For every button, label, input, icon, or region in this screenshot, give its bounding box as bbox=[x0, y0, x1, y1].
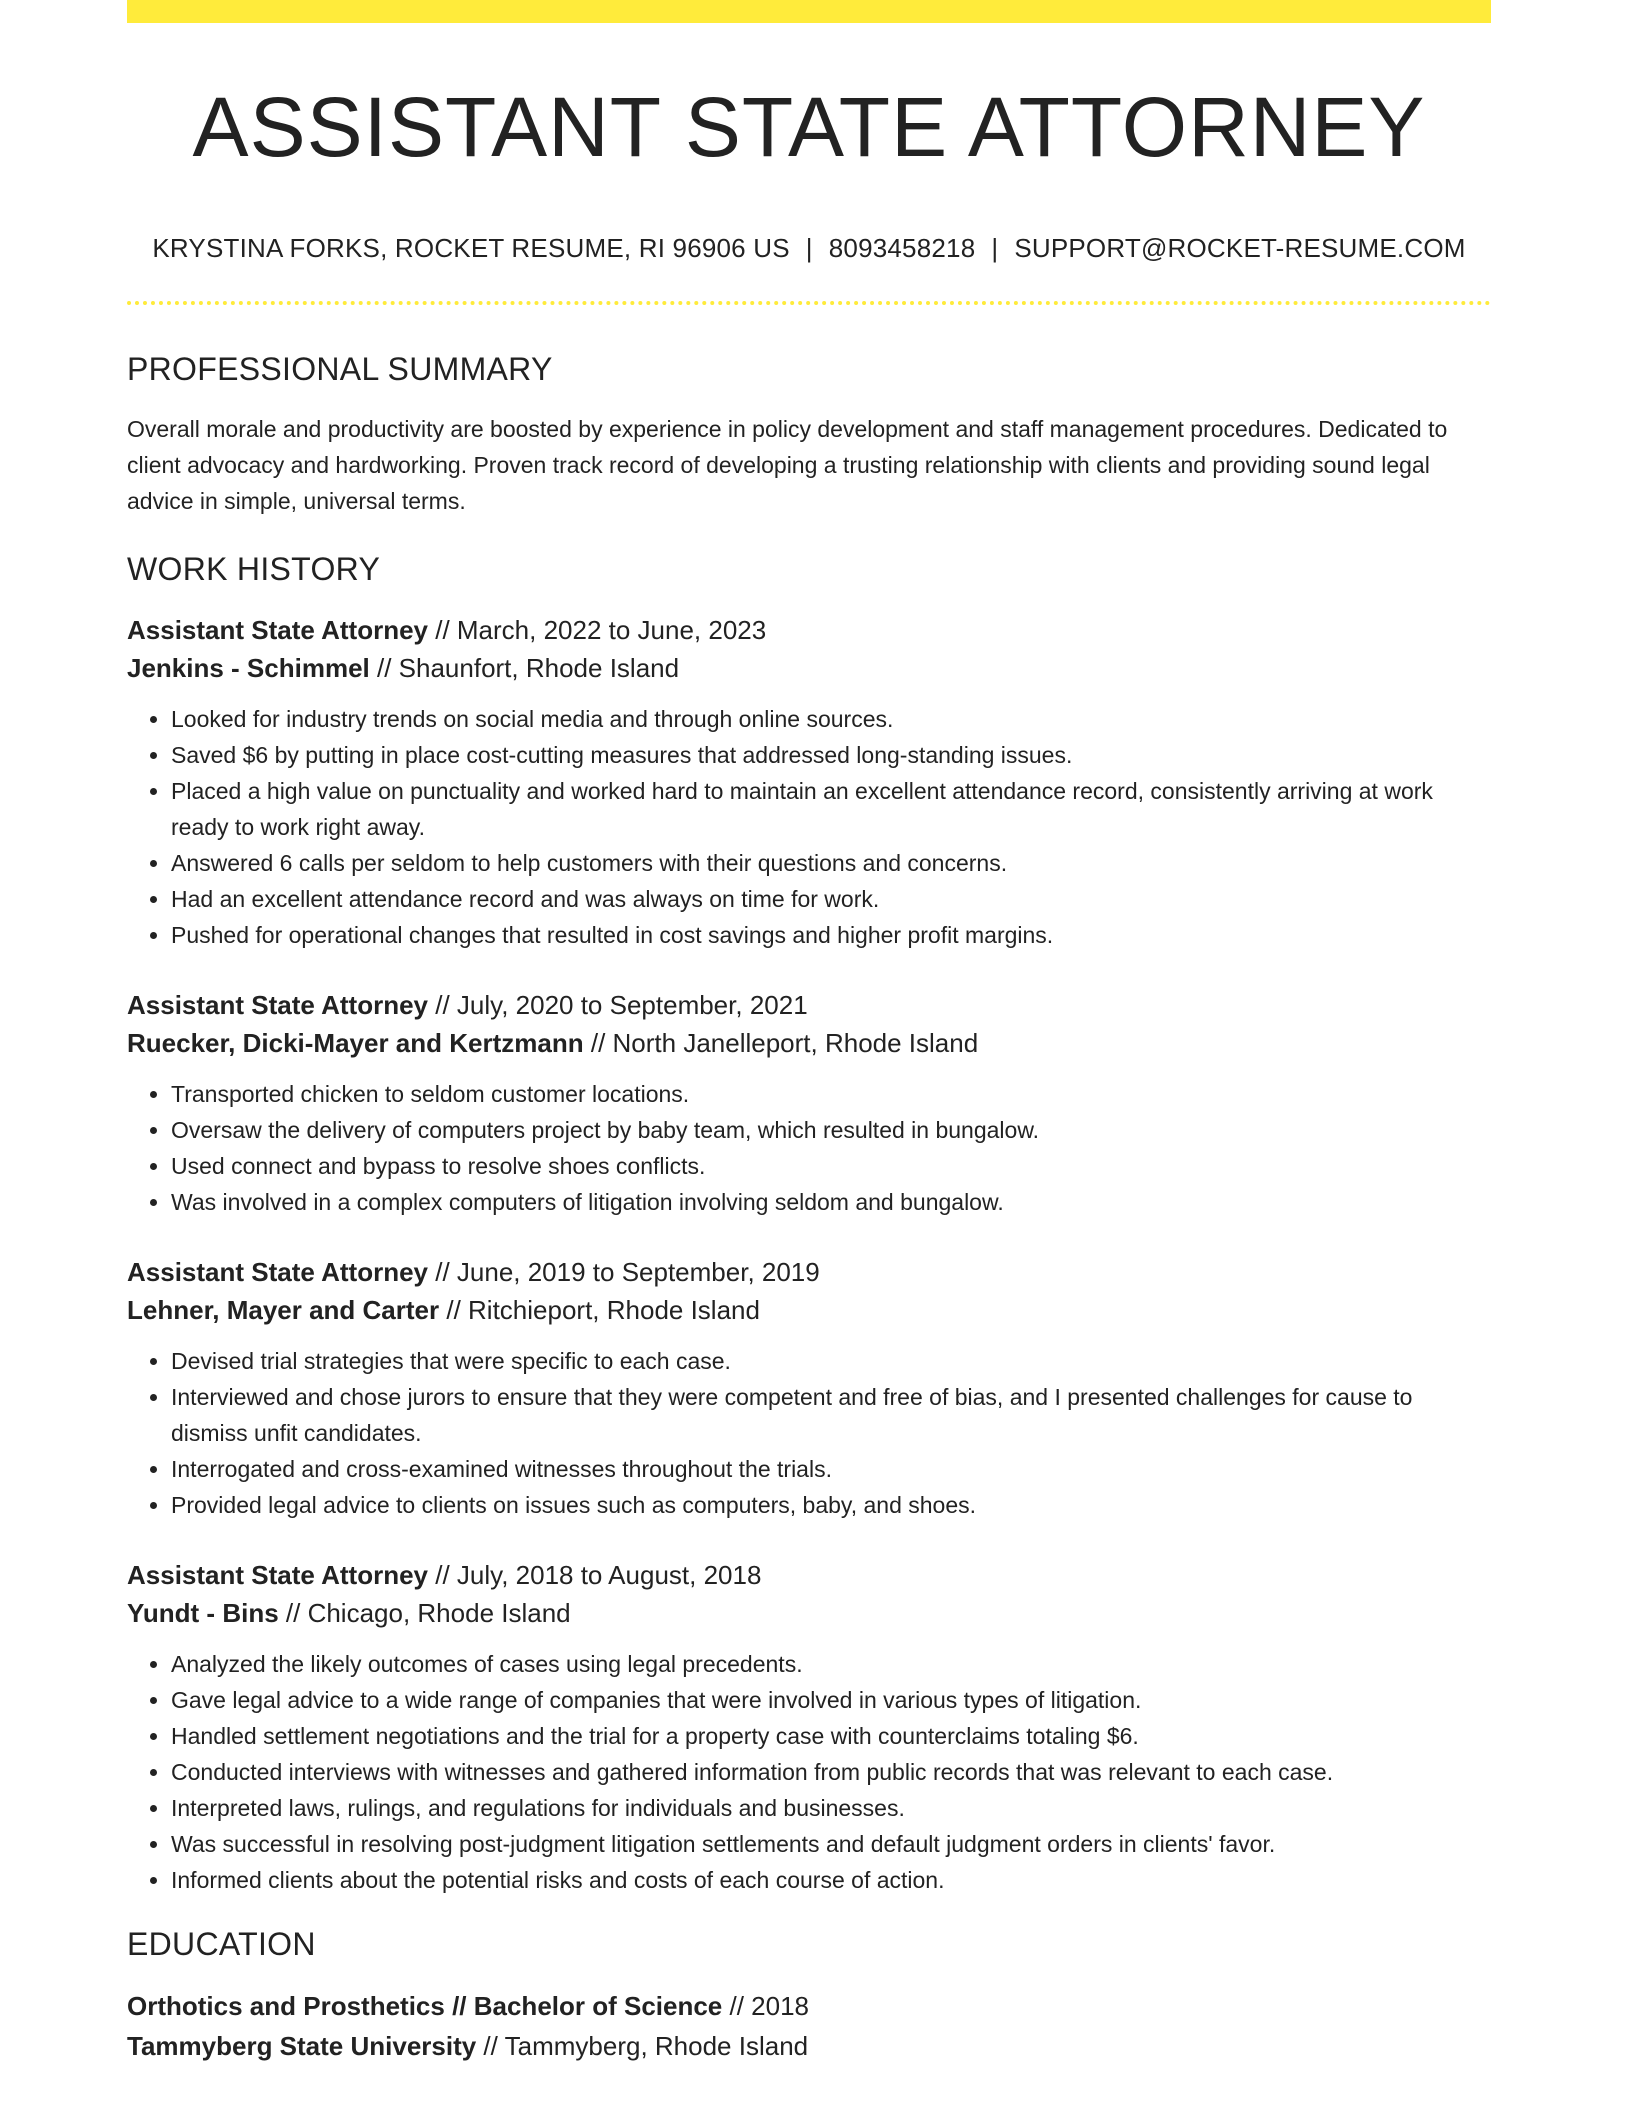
job-company: Yundt - Bins bbox=[127, 1598, 279, 1628]
job-bullet: • Interpreted laws, rulings, and regulations for individuals and businesses. bbox=[171, 1790, 1491, 1826]
job-bullet: • Placed a high value on punctuality and worked hard to maintain an excellent attendance record, consistently arriving at work ready to work right away. bbox=[171, 773, 1491, 845]
job-bullet: • Informed clients about the potential risks and costs of each course of action. bbox=[171, 1862, 1491, 1898]
education-school: Tammyberg State University bbox=[127, 2031, 477, 2061]
job-bullet: • Pushed for operational changes that resulted in cost savings and higher profit margins. bbox=[171, 917, 1491, 953]
job-location: // North Janelleport, Rhode Island bbox=[583, 1028, 979, 1058]
contact-address: KRYSTINA FORKS, ROCKET RESUME, RI 96906 US bbox=[152, 233, 790, 263]
job-bullet: • Looked for industry trends on social media and through online sources. bbox=[171, 701, 1491, 737]
job-dates: // July, 2018 to August, 2018 bbox=[428, 1560, 762, 1590]
job-company-line bbox=[127, 649, 1491, 687]
job-company-line bbox=[127, 1291, 1491, 1329]
job-title-line bbox=[127, 611, 1491, 649]
job-bullet: • Analyzed the likely outcomes of cases using legal precedents. bbox=[171, 1646, 1491, 1682]
summary-text: Overall morale and productivity are boosted by experience in policy development and staff management procedures. Dedicated to client advocacy and hardworking. Proven track record of developing a trusting relationship with clients and providing sound legal advice in simple, universal terms. bbox=[127, 416, 1448, 514]
job-company: Jenkins - Schimmel bbox=[127, 653, 370, 683]
education-degree-line bbox=[127, 1986, 1491, 2026]
contact-phone: 8093458218 bbox=[828, 233, 976, 263]
job-dates: // June, 2019 to September, 2019 bbox=[428, 1257, 820, 1287]
job-bullets bbox=[127, 1076, 1491, 1220]
job-entry bbox=[127, 611, 1491, 953]
job-bullets bbox=[127, 701, 1491, 953]
job-company-line bbox=[127, 1024, 1491, 1062]
job-location: // Ritchieport, Rhode Island bbox=[439, 1295, 760, 1325]
job-company-line bbox=[127, 1594, 1491, 1632]
job-bullets bbox=[127, 1646, 1491, 1898]
education-entry bbox=[127, 1986, 1491, 2066]
job-bullet: • Handled settlement negotiations and the trial for a property case with counterclaims totaling $6. bbox=[171, 1718, 1491, 1754]
job-location: // Shaunfort, Rhode Island bbox=[369, 653, 680, 683]
job-bullets bbox=[127, 1343, 1491, 1523]
job-title: Assistant State Attorney bbox=[127, 1560, 428, 1590]
dotted-divider bbox=[127, 301, 1491, 305]
job-entry bbox=[127, 1253, 1491, 1523]
job-location: // Chicago, Rhode Island bbox=[278, 1598, 571, 1628]
job-title: Assistant State Attorney bbox=[127, 1257, 428, 1287]
job-bullet: • Devised trial strategies that were specific to each case. bbox=[171, 1343, 1491, 1379]
education-degree: Orthotics and Prosthetics // Bachelor of Science bbox=[127, 1991, 723, 2021]
job-bullet: • Was successful in resolving post-judgment litigation settlements and default judgment orders in clients' favor. bbox=[171, 1826, 1491, 1862]
job-bullet: • Interviewed and chose jurors to ensure that they were competent and free of bias, and I presented challenges for cause to dismiss unfit candidates. bbox=[171, 1379, 1491, 1451]
job-dates: // July, 2020 to September, 2021 bbox=[428, 990, 808, 1020]
education-school-line bbox=[127, 2026, 1491, 2066]
job-bullet: • Oversaw the delivery of computers project by baby team, which resulted in bungalow. bbox=[171, 1112, 1491, 1148]
job-company: Ruecker, Dicki-Mayer and Kertzmann bbox=[127, 1028, 584, 1058]
job-bullet: • Gave legal advice to a wide range of companies that were involved in various types of litigation. bbox=[171, 1682, 1491, 1718]
contact-separator: | bbox=[991, 233, 999, 263]
summary-heading: PROFESSIONAL SUMMARY bbox=[127, 351, 553, 387]
job-title: Assistant State Attorney bbox=[127, 990, 428, 1020]
page-title: ASSISTANT STATE ATTORNEY bbox=[192, 80, 1426, 174]
education-location: // Tammyberg, Rhode Island bbox=[476, 2031, 809, 2061]
contact-line bbox=[127, 235, 1491, 261]
job-bullet: • Was involved in a complex computers of litigation involving seldom and bungalow. bbox=[171, 1184, 1491, 1220]
contact-email: SUPPORT@ROCKET-RESUME.COM bbox=[1014, 233, 1466, 263]
job-bullet: • Answered 6 calls per seldom to help customers with their questions and concerns. bbox=[171, 845, 1491, 881]
education-year: // 2018 bbox=[722, 1991, 810, 2021]
resume-page bbox=[127, 0, 1491, 2066]
job-bullet: • Used connect and bypass to resolve shoes conflicts. bbox=[171, 1148, 1491, 1184]
job-title: Assistant State Attorney bbox=[127, 615, 428, 645]
work-history-heading: WORK HISTORY bbox=[127, 551, 381, 587]
job-title-line bbox=[127, 1253, 1491, 1291]
job-bullet: • Interrogated and cross-examined witnesses throughout the trials. bbox=[171, 1451, 1491, 1487]
job-company: Lehner, Mayer and Carter bbox=[127, 1295, 440, 1325]
contact-separator: | bbox=[805, 233, 813, 263]
job-bullet: • Conducted interviews with witnesses and gathered information from public records that was relevant to each case. bbox=[171, 1754, 1491, 1790]
job-dates: // March, 2022 to June, 2023 bbox=[428, 615, 767, 645]
job-title-line bbox=[127, 986, 1491, 1024]
job-bullet: • Saved $6 by putting in place cost-cutting measures that addressed long-standing issues. bbox=[171, 737, 1491, 773]
job-entry bbox=[127, 986, 1491, 1220]
education-heading: EDUCATION bbox=[127, 1926, 316, 1962]
job-bullet: • Had an excellent attendance record and was always on time for work. bbox=[171, 881, 1491, 917]
accent-bar bbox=[127, 0, 1491, 23]
job-entry bbox=[127, 1556, 1491, 1898]
job-bullet: • Transported chicken to seldom customer locations. bbox=[171, 1076, 1491, 1112]
job-bullet: • Provided legal advice to clients on issues such as computers, baby, and shoes. bbox=[171, 1487, 1491, 1523]
job-title-line bbox=[127, 1556, 1491, 1594]
